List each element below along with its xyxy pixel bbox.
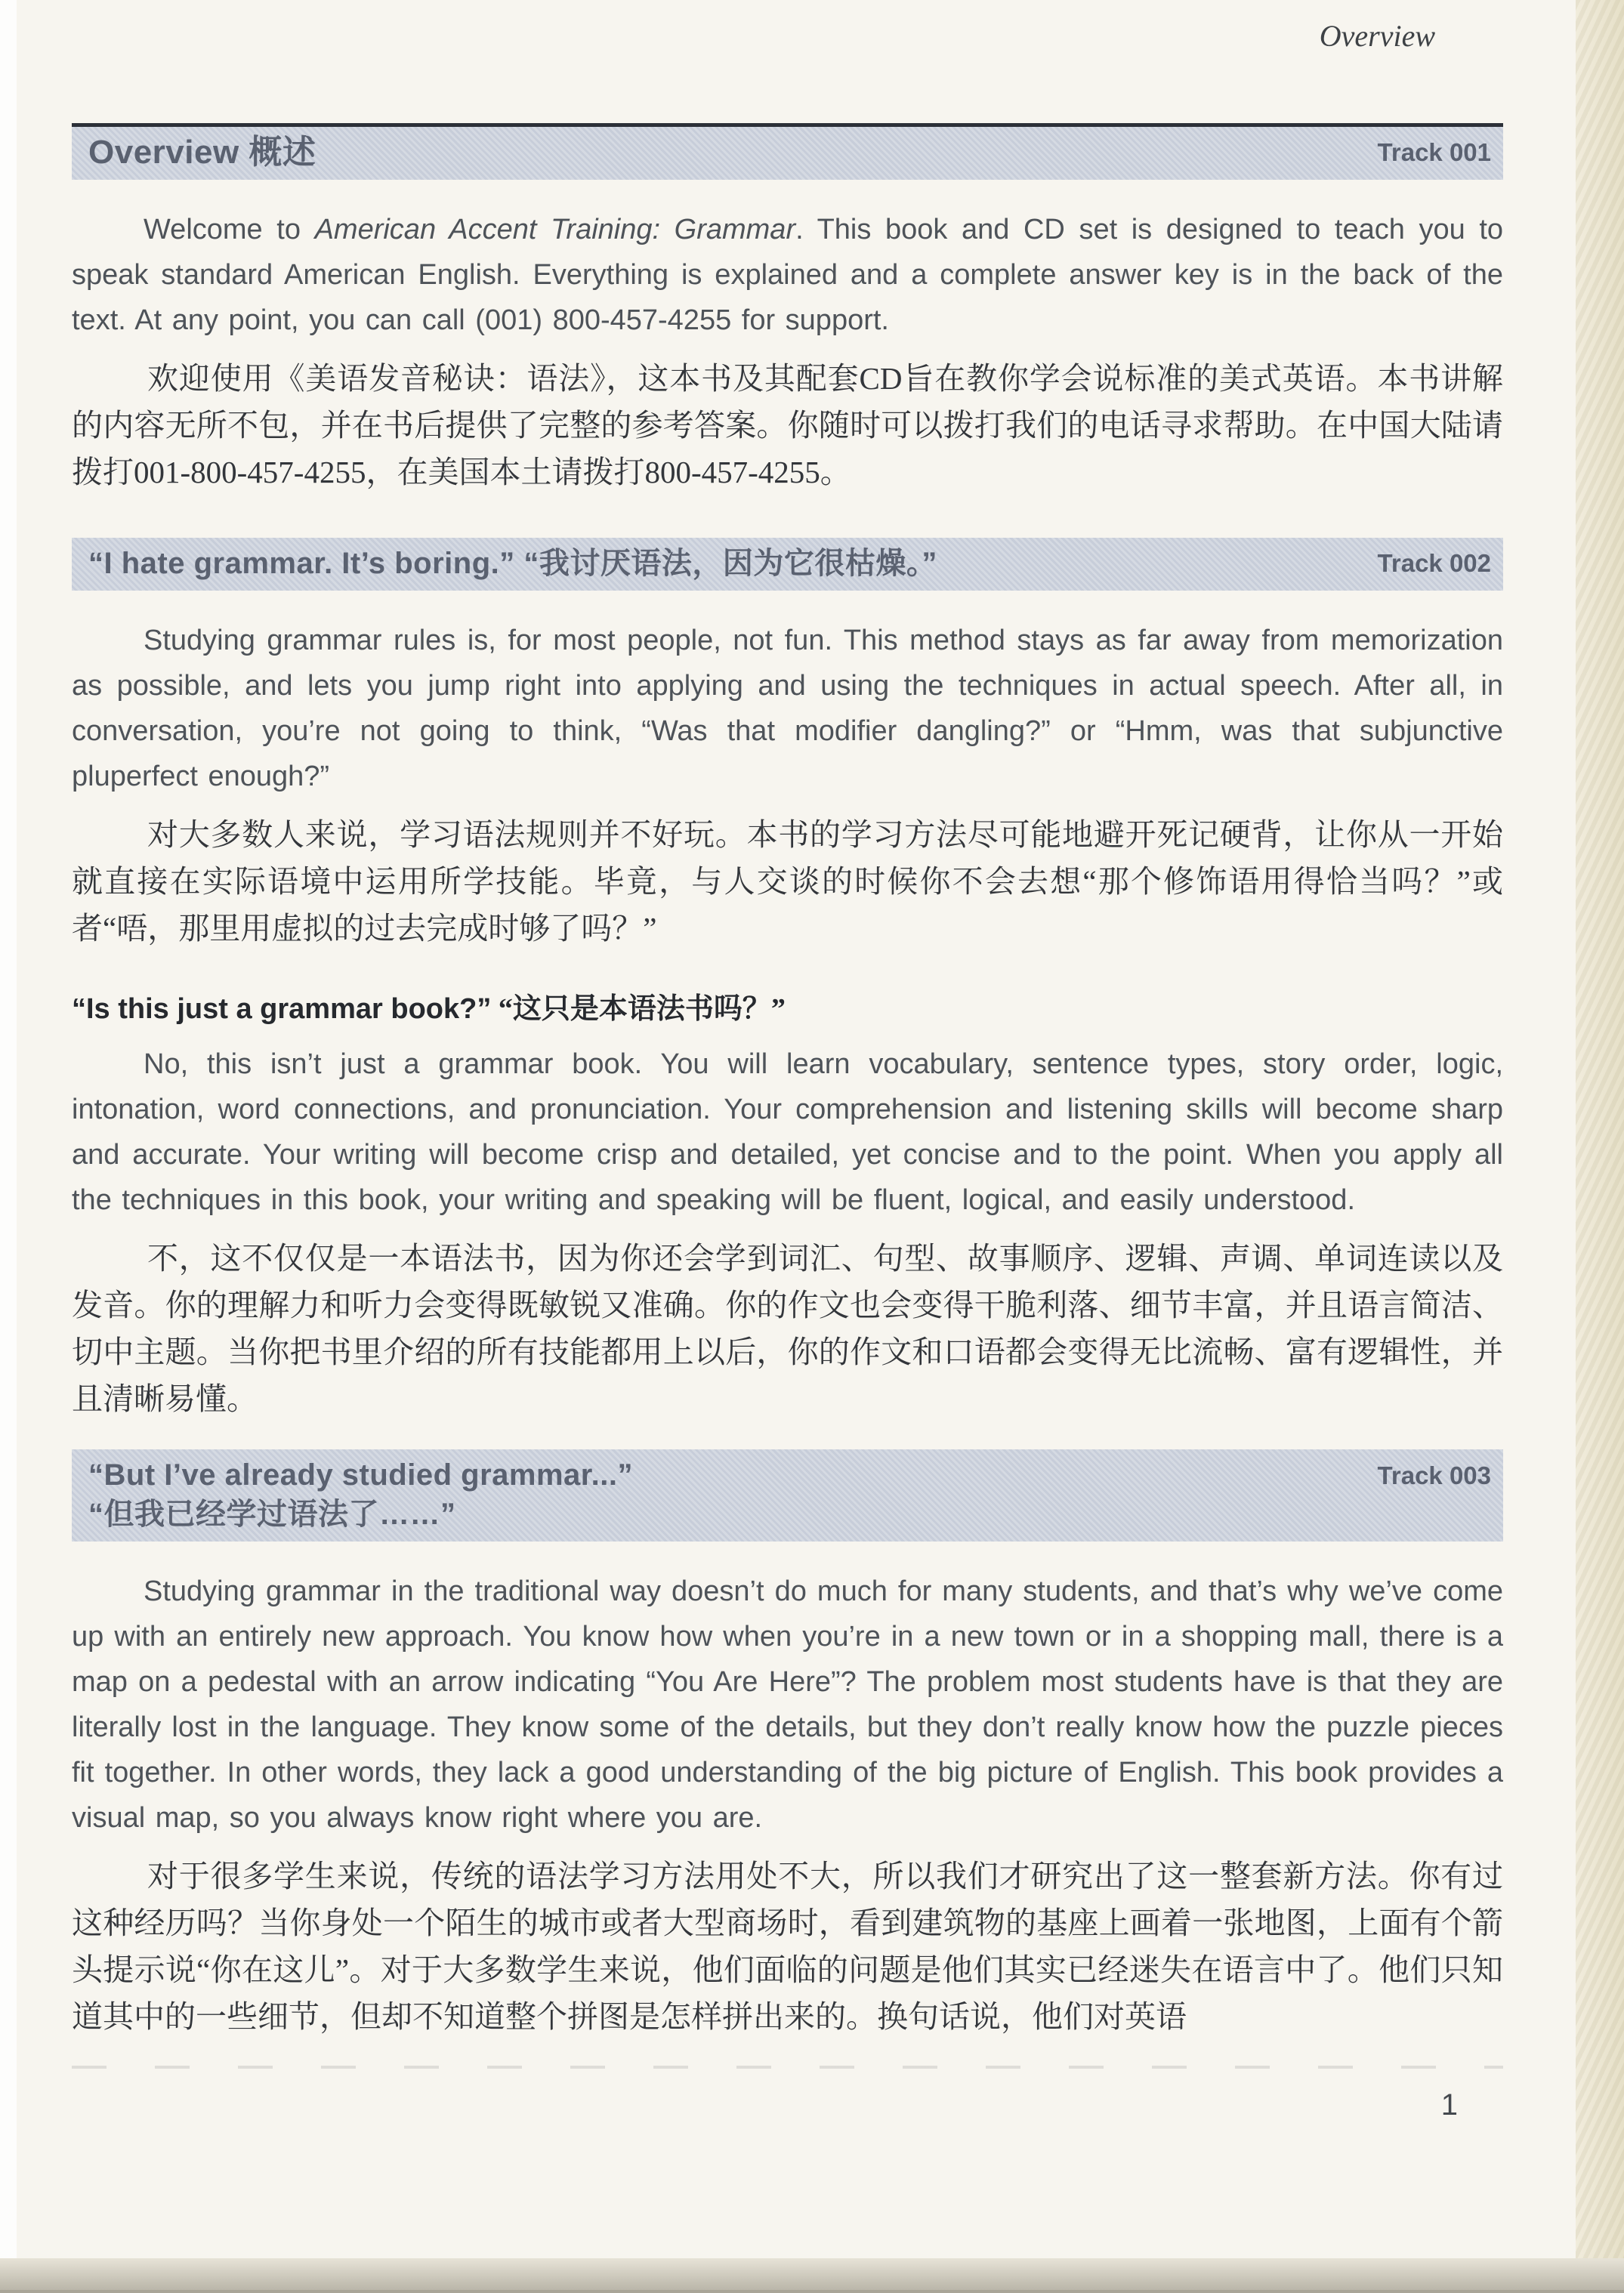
paragraph-already-studied-en: Studying grammar in the traditional way doesn’t do much for many students, and that’s why we’ve come up with an entirely new approach. You know how when you’re in a new town or in a shopping mall, there is a map on a pedestal with an arrow indicating “You Are Here”? The problem most students have is that they are literally lost in the language. They know some of the details, but they don’t really know how the puzzle pieces fit together. In other words, they lack a good understanding of the big picture of English. This book provides a visual map, so you always know right where you are. bbox=[72, 1575, 1503, 1834]
track-label: Track 003 bbox=[1377, 1461, 1491, 1489]
book-title-italic: American Accent Training: Grammar bbox=[314, 214, 796, 245]
paragraph-not-just-grammar-en: No, this isn’t just a grammar book. You will learn vocabulary, sentence types, story order, logic, intonation, word connections, and pronunciation. Your comprehension and listening skills will become sharp and accurate. Your writing will become crisp and detailed, yet concise and to the point. When you apply all the techniques in this book, your writing and speaking will be fluent, logical, and easily understood. bbox=[72, 1048, 1503, 1216]
section-header-already-studied bbox=[72, 1449, 1503, 1542]
scan-edge-left bbox=[0, 0, 17, 2293]
section-header-overview bbox=[72, 123, 1503, 180]
page-content bbox=[72, 0, 1503, 2122]
section-title: Overview 概述 bbox=[88, 134, 316, 171]
section-header-hate-grammar bbox=[72, 538, 1503, 591]
scan-edge-right bbox=[1576, 0, 1624, 2263]
section-title-line2: “但我已经学过语法了……” bbox=[88, 1498, 456, 1531]
paragraph-hate-grammar-en: Studying grammar rules is, for most people, not fun. This method stays as far away from memorization as possible, and lets you jump right into applying and using the techniques in actual speech. After all, in conversation, you’re not going to think, “Was that modifier dangling?” or “Hmm, was that subjunctive pluperfect enough?” bbox=[72, 625, 1503, 792]
scan-edge-bottom bbox=[0, 2258, 1624, 2293]
section-title-group bbox=[88, 1455, 633, 1534]
page-number: 1 bbox=[1440, 2088, 1458, 2122]
section-title-line1: “But I’ve already studied grammar...” bbox=[88, 1458, 633, 1492]
subheading-zh: “这只是本语法书吗？” bbox=[491, 993, 786, 1025]
paragraph-already-studied-zh: 对于很多学生来说，传统的语法学习方法用处不大，所以我们才研究出了这一整套新方法。你有过这种经历吗？当你身处一个陌生的城市或者大型商场时，看到建筑物的基座上画着一张地图，上面有个箭头提示说“你在这儿”。对于大多数学生来说，他们面临的问题是他们其实已经迷失在语言中了。他们只知道其中的一些细节，但却不知道整个拼图是怎样拼出来的。换句话说，他们对英语 bbox=[72, 1859, 1503, 2034]
running-head: Overview bbox=[1319, 19, 1435, 53]
paragraph-hate-grammar-zh: 对大多数人来说，学习语法规则并不好玩。本书的学习方法尽可能地避开死记硬背，让你从一开始就直接在实际语境中运用所学技能。毕竟，与人交谈的时候你不会去想“那个修饰语用得恰当吗？”或者“唔，那里用虚拟的过去完成时够了吗？” bbox=[72, 817, 1503, 946]
subheading-just-a-grammar-book bbox=[72, 985, 1503, 1026]
paragraph-not-just-grammar-zh: 不，这不仅仅是一本语法书，因为你还会学到词汇、句型、故事顺序、逻辑、声调、单词连读以及发音。你的理解力和听力会变得既敏锐又准确。你的作文也会变得干脆利落、细节丰富，并且语言简洁、切中主题。当你把书里介绍的所有技能都用上以后，你的作文和口语都会变得无比流畅、富有逻辑性，并且清晰易懂。 bbox=[72, 1241, 1503, 1416]
subheading-en: “Is this just a grammar book?” bbox=[72, 993, 492, 1025]
paragraph-text: Welcome to bbox=[144, 214, 315, 245]
paragraph-overview-zh: 欢迎使用《美语发音秘诀：语法》，这本书及其配套CD旨在教你学会说标准的美式英语。本书讲解的内容无所不包，并在书后提供了完整的参考答案。你随时可以拨打我们的电话寻求帮助。在中国大陆请拨打001-800-457-4255，在美国本土请拨打800-457-4255。 bbox=[72, 361, 1503, 489]
paragraph-text: . This book and CD set is designed to teach you to speak standard American English. Everything is explained and a complete answer key is in the back of the text. At any point, you can call (001) 800-457-4255 for support. bbox=[72, 214, 1504, 336]
track-label: Track 002 bbox=[1377, 549, 1491, 577]
paragraph-overview-en bbox=[72, 207, 1503, 343]
track-label: Track 001 bbox=[1377, 138, 1491, 166]
section-title: “I hate grammar. It’s boring.” “我讨厌语法，因为它很枯燥。” bbox=[88, 547, 937, 580]
scan-artifact-line bbox=[72, 2066, 1503, 2069]
